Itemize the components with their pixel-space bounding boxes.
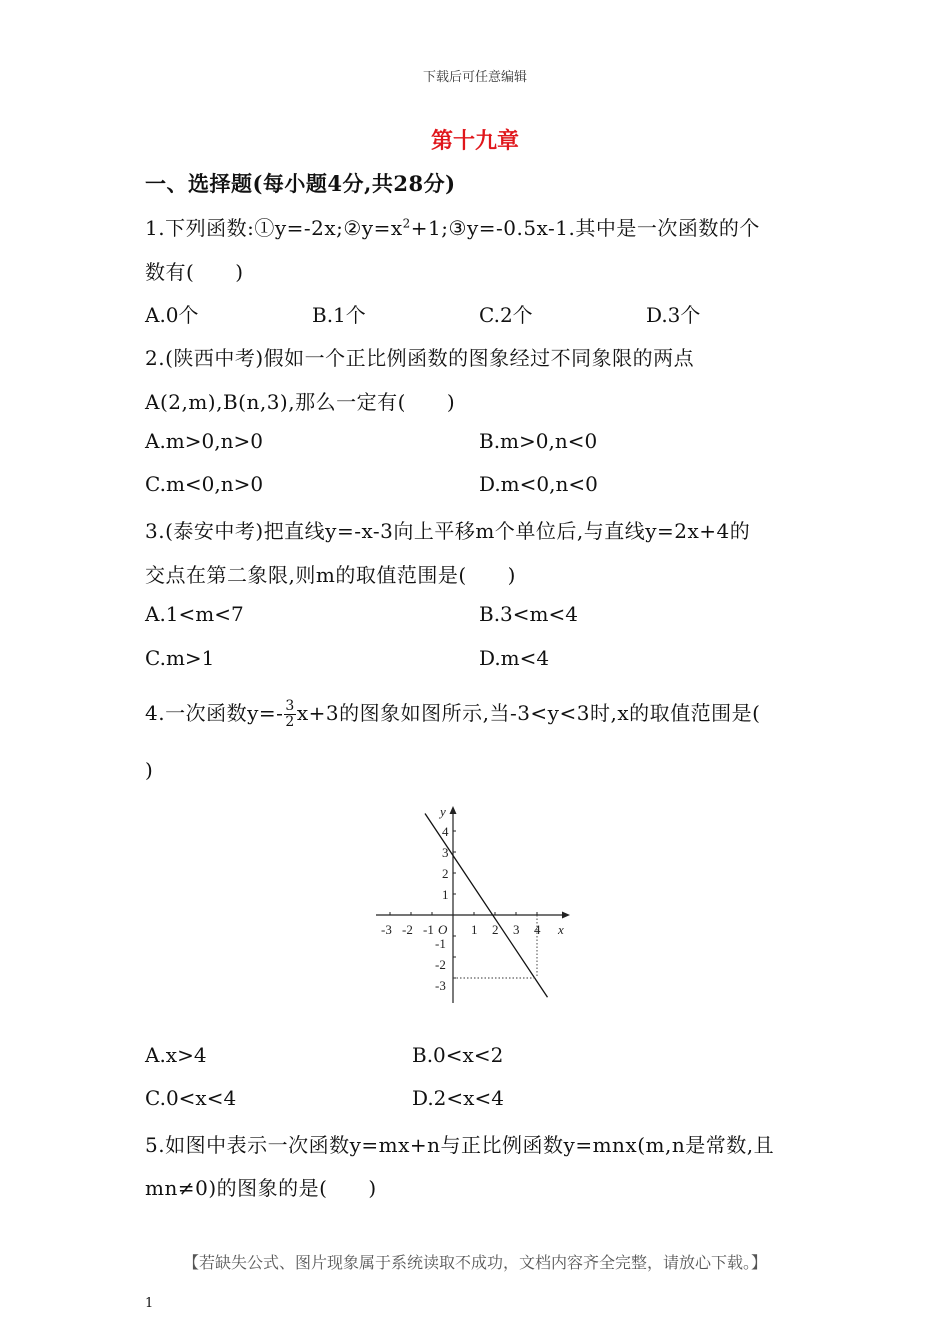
x-tick-label: 1: [471, 922, 478, 937]
y-tick-label: 2: [442, 866, 449, 881]
q1-text-a: 1.下列函数:①y=-2x;②y=x: [145, 216, 403, 240]
chapter-title: 第十九章: [430, 128, 519, 154]
q3-option-d: D.m<4: [479, 646, 550, 670]
q4-text-a: 4.一次函数y=-: [145, 701, 284, 725]
y-tick-label: 1: [442, 887, 449, 902]
x-tick-label: -2: [402, 922, 413, 937]
q4-option-b: B.0<x<2: [412, 1043, 504, 1067]
q1-option-b: B.1个: [312, 303, 366, 327]
q4-option-d: D.2<x<4: [412, 1086, 504, 1110]
y-tick-label: 3: [442, 845, 449, 860]
q2-option-d: D.m<0,n<0: [479, 472, 598, 496]
q1-option-d: D.3个: [646, 303, 701, 327]
y-axis-arrow: [450, 806, 457, 814]
q4-option-c: C.0<x<4: [145, 1086, 237, 1110]
q1-option-c: C.2个: [479, 303, 533, 327]
q5-line2: mn≠0)的图象的是( ): [145, 1176, 377, 1200]
q2-option-c: C.m<0,n>0: [145, 472, 264, 496]
footer-note: 【若缺失公式、图片现象属于系统读取不成功，文档内容齐全完整，请放心下载。】: [182, 1253, 767, 1272]
q3-line2: 交点在第二象限,则m的取值范围是( ): [145, 563, 516, 587]
q4-line2: ): [145, 758, 154, 782]
origin-label: O: [438, 922, 448, 937]
q1-line1: [145, 212, 760, 241]
q4-fraction-denominator: 2: [285, 714, 295, 730]
q4-text-b: x+3的图象如图所示,当-3<y<3时,x的取值范围是(: [296, 701, 761, 725]
x-axis-label: x: [558, 922, 564, 937]
q5-line1: 5.如图中表示一次函数y=mx+n与正比例函数y=mnx(m,n是常数,且: [145, 1133, 775, 1157]
q1-option-a: A.0个: [145, 303, 199, 327]
q3-option-c: C.m>1: [145, 646, 215, 670]
q4-fraction: [284, 699, 295, 730]
x-tick-label: -1: [423, 922, 434, 937]
q1-text-b: +1;③y=-0.5x-1.其中是一次函数的个: [410, 216, 760, 240]
q3-option-a: A.1<m<7: [145, 602, 244, 626]
y-tick-label: 4: [442, 824, 449, 839]
q4-line1: [145, 697, 760, 730]
q2-option-b: B.m>0,n<0: [479, 429, 598, 453]
q2-line1: 2.(陕西中考)假如一个正比例函数的图象经过不同象限的两点: [145, 346, 695, 370]
q1-line2: 数有( ): [145, 260, 244, 284]
q4-fraction-numerator: 3: [285, 698, 295, 714]
y-axis-label: y: [440, 804, 446, 819]
x-tick-label: 2: [492, 922, 499, 937]
q1-superscript: 2: [402, 216, 411, 231]
y-tick-label: -2: [435, 957, 446, 972]
function-graph: [372, 798, 572, 1008]
q3-line1: 3.(泰安中考)把直线y=-x-3向上平移m个单位后,与直线y=2x+4的: [145, 519, 751, 543]
q3-option-b: B.3<m<4: [479, 602, 578, 626]
y-tick-label: -3: [435, 978, 446, 993]
q2-option-a: A.m>0,n>0: [145, 429, 263, 453]
x-tick-label: 4: [534, 922, 541, 937]
page-header: 下载后可任意编辑: [422, 70, 527, 85]
q4-option-a: A.x>4: [145, 1043, 207, 1067]
page-number: 1: [145, 1296, 154, 1311]
q2-line2: A(2,m),B(n,3),那么一定有( ): [145, 390, 456, 414]
x-tick-label: 3: [513, 922, 520, 937]
x-axis-arrow: [562, 912, 570, 919]
section-heading: 一、选择题(每小题4分,共28分): [145, 171, 456, 196]
y-tick-label: -1: [435, 936, 446, 951]
x-tick-label: -3: [381, 922, 392, 937]
